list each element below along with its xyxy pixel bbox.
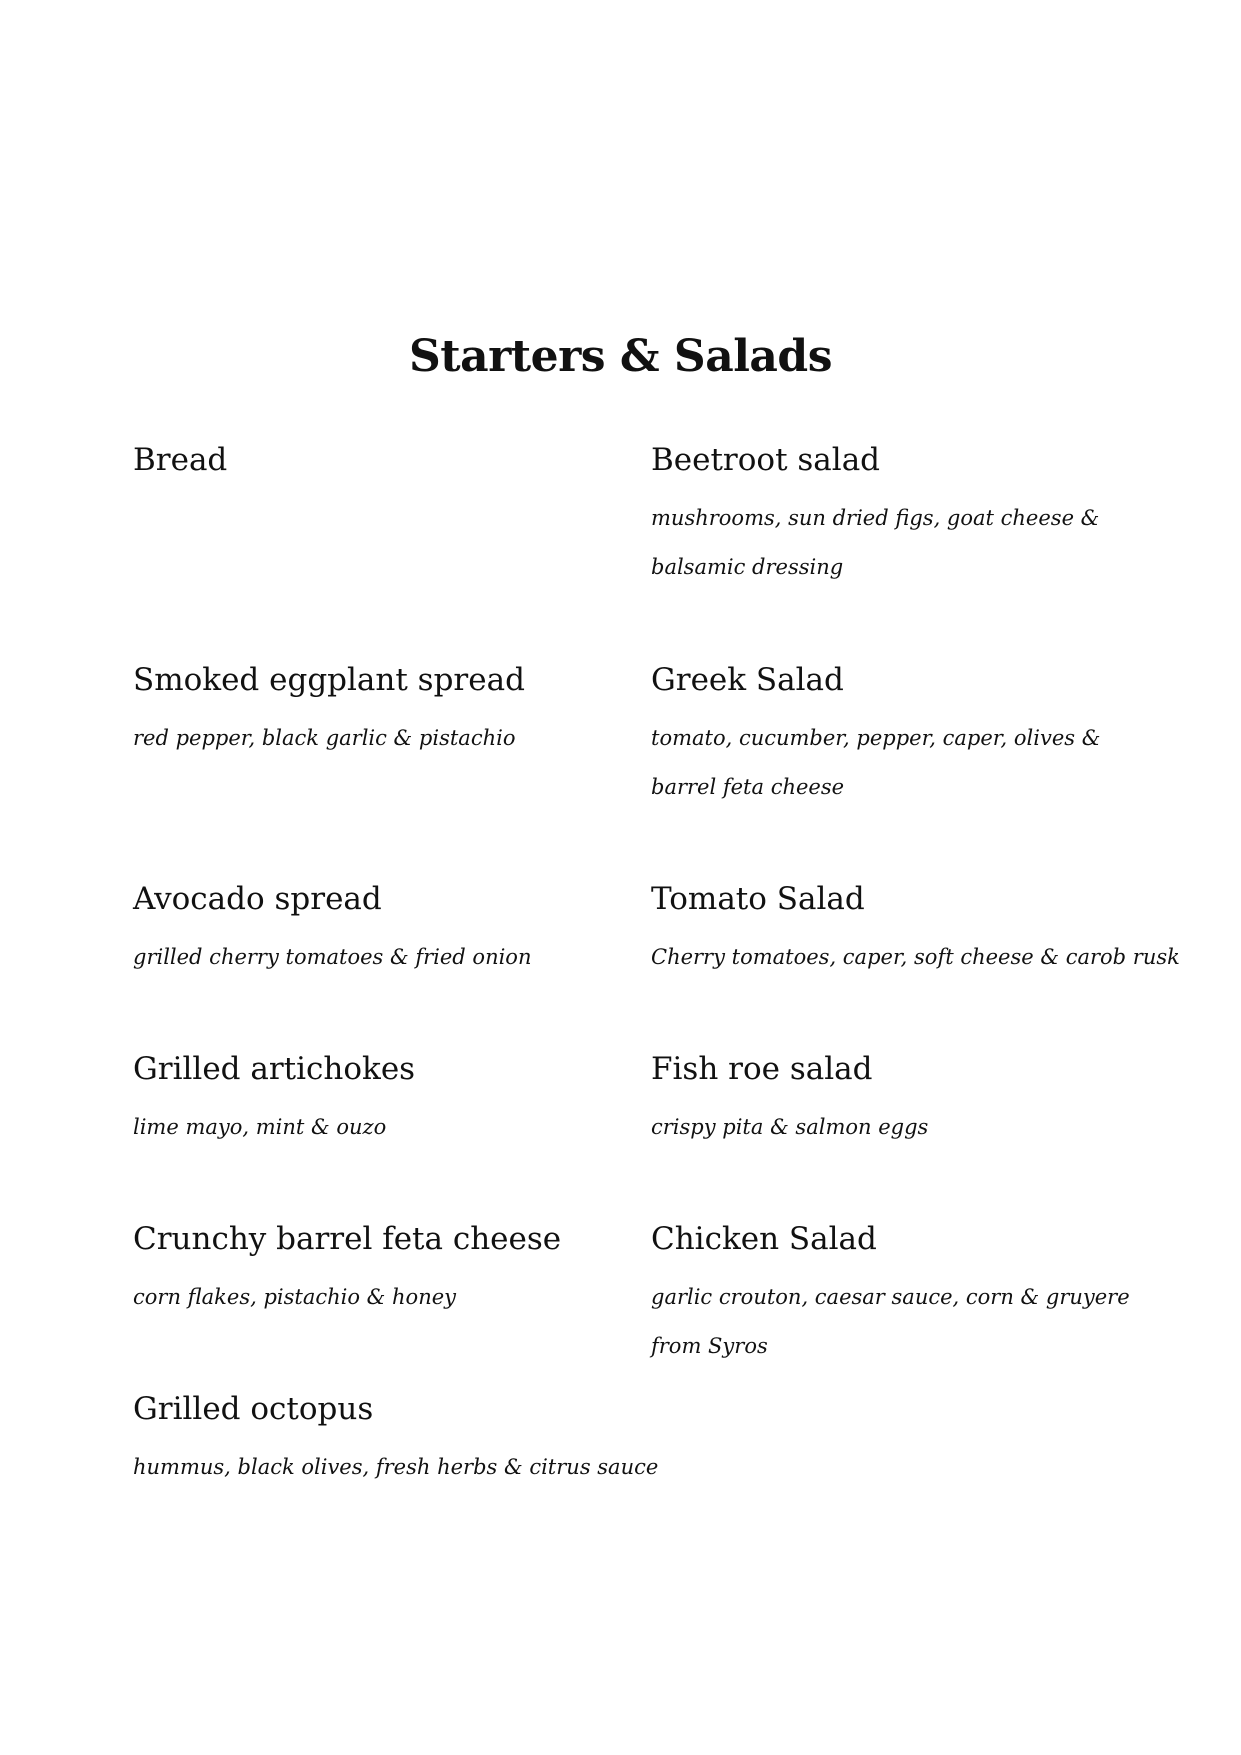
item-name: Grilled artichokes bbox=[133, 1051, 416, 1087]
menu-item-greek-salad bbox=[651, 658, 1121, 812]
item-description-line: grilled cherry tomatoes & fried onion bbox=[133, 945, 532, 969]
item-description bbox=[651, 1103, 1121, 1152]
item-description-line: barrel feta cheese bbox=[651, 775, 845, 799]
item-description-line: Cherry tomatoes, caper, soft cheese & carob rusk bbox=[651, 945, 1180, 969]
item-description bbox=[133, 1273, 633, 1322]
item-name: Smoked eggplant spread bbox=[133, 662, 525, 698]
menu-item-crunchy-barrel-feta-cheese bbox=[133, 1217, 633, 1322]
item-description bbox=[651, 933, 1180, 982]
menu-item-beetroot-salad bbox=[651, 438, 1121, 592]
page-title: Starters & Salads bbox=[409, 331, 832, 383]
item-description-line: tomato, cucumber, pepper, caper, olives & bbox=[651, 726, 1101, 750]
item-description-line: crispy pita & salmon eggs bbox=[651, 1115, 929, 1139]
item-description bbox=[133, 1443, 659, 1492]
item-description-line: from Syros bbox=[651, 1334, 768, 1358]
item-description-line: lime mayo, mint & ouzo bbox=[133, 1115, 387, 1139]
item-name: Bread bbox=[133, 442, 228, 478]
item-description-line: red pepper, black garlic & pistachio bbox=[133, 726, 516, 750]
item-description-line: garlic crouton, caesar sauce, corn & gruyere bbox=[651, 1285, 1130, 1309]
item-description bbox=[133, 1103, 633, 1152]
item-name: Grilled octopus bbox=[133, 1391, 374, 1427]
menu-item-avocado-spread bbox=[133, 877, 633, 982]
item-description-line: hummus, black olives, fresh herbs & citrus sauce bbox=[133, 1455, 659, 1479]
menu-item-smoked-eggplant-spread bbox=[133, 658, 633, 763]
menu-item-bread bbox=[133, 438, 633, 482]
item-name: Avocado spread bbox=[133, 881, 382, 917]
item-description bbox=[651, 714, 1121, 812]
item-description-line: corn flakes, pistachio & honey bbox=[133, 1285, 457, 1309]
item-description bbox=[133, 933, 633, 982]
menu-item-grilled-octopus bbox=[133, 1387, 659, 1492]
item-description bbox=[651, 494, 1121, 592]
item-name: Crunchy barrel feta cheese bbox=[133, 1221, 562, 1257]
menu-item-fish-roe-salad bbox=[651, 1047, 1121, 1152]
menu-item-chicken-salad bbox=[651, 1217, 1130, 1371]
item-name: Greek Salad bbox=[651, 662, 844, 698]
item-name: Fish roe salad bbox=[651, 1051, 873, 1087]
item-description-line: balsamic dressing bbox=[651, 555, 844, 579]
item-description bbox=[651, 1273, 1130, 1371]
item-description-line: mushrooms, sun dried figs, goat cheese & bbox=[651, 506, 1100, 530]
item-name: Chicken Salad bbox=[651, 1221, 877, 1257]
item-name: Beetroot salad bbox=[651, 442, 881, 478]
item-description bbox=[133, 714, 633, 763]
menu-item-grilled-artichokes bbox=[133, 1047, 633, 1152]
item-name: Tomato Salad bbox=[651, 881, 865, 917]
menu-item-tomato-salad bbox=[651, 877, 1180, 982]
